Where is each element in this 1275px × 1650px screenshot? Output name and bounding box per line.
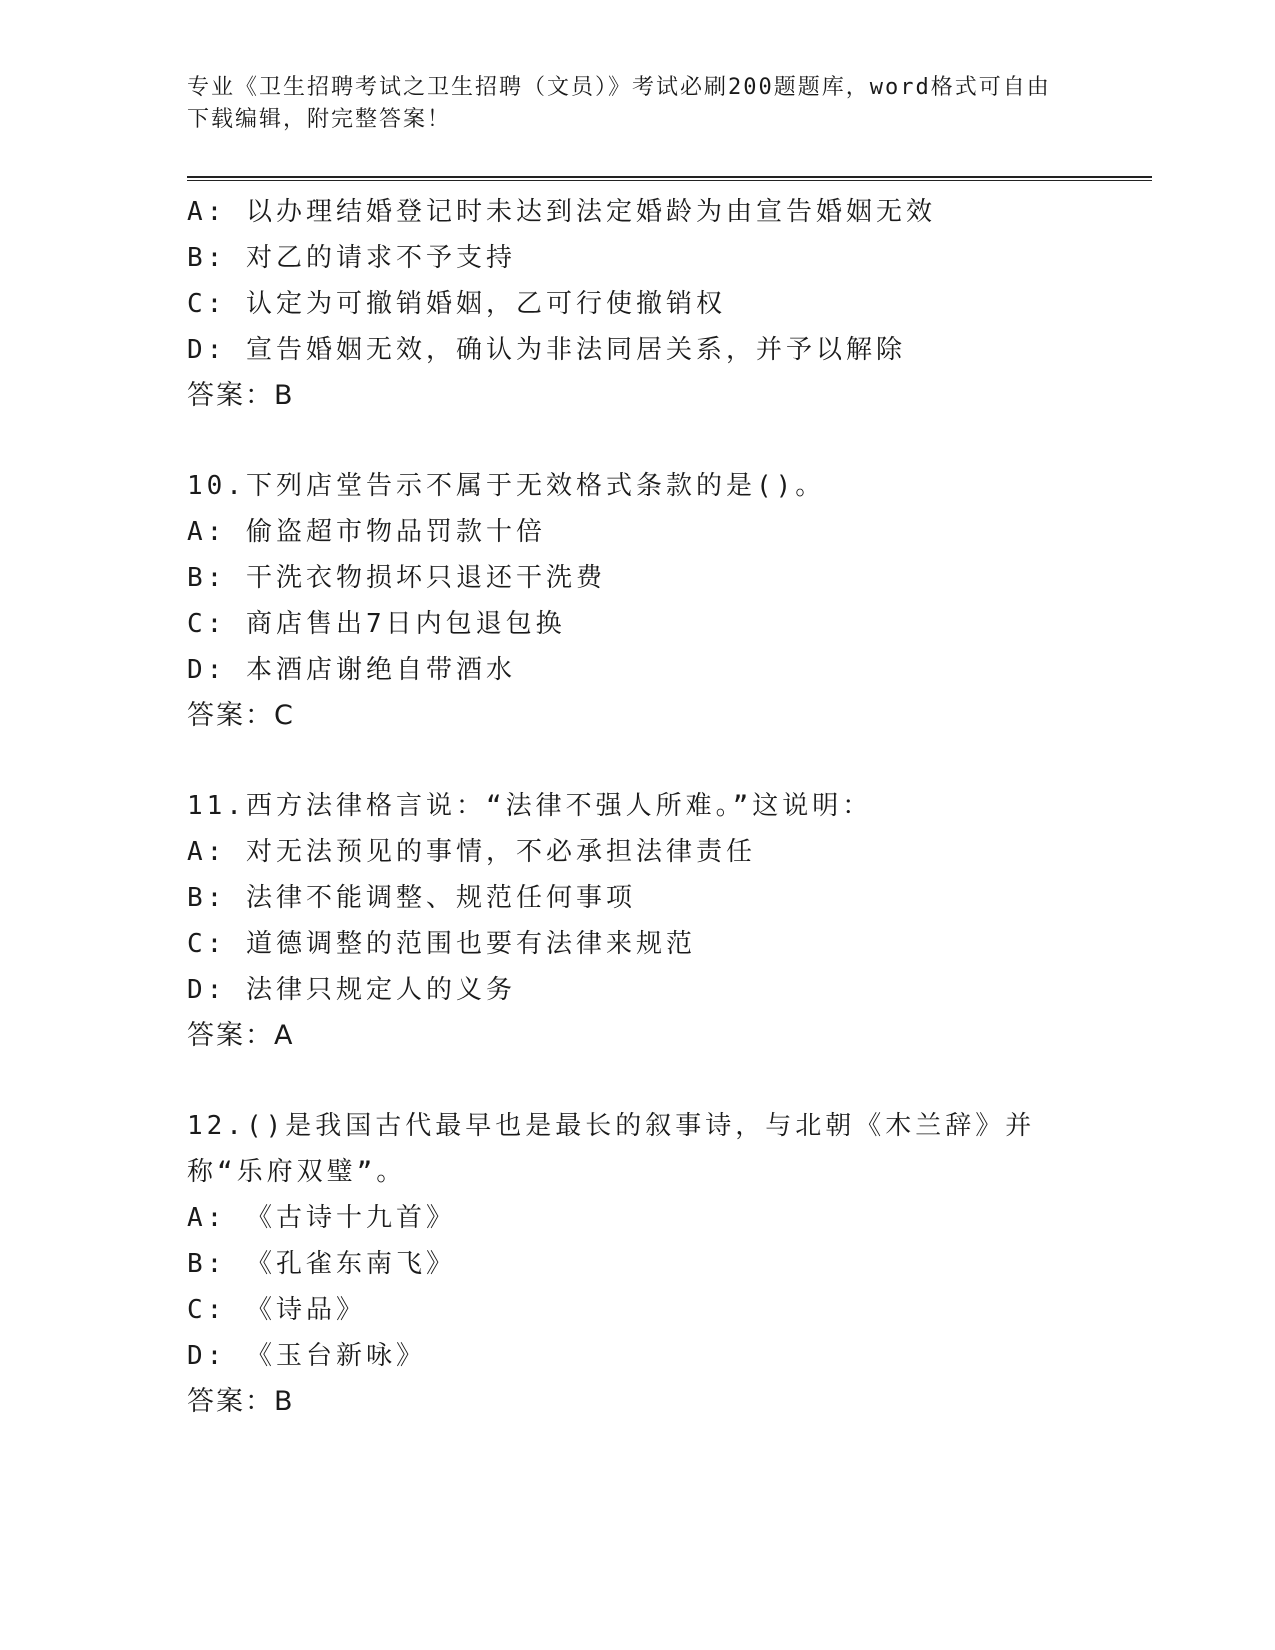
option-c: C: 《诗品》 xyxy=(187,1295,366,1325)
header-divider xyxy=(187,176,1152,182)
option-c: C: 道德调整的范围也要有法律来规范 xyxy=(187,929,696,959)
answer-line: 答案：C xyxy=(187,700,295,731)
option-c: C: 商店售出7日内包退包换 xyxy=(187,609,566,639)
answer-line: 答案：A xyxy=(187,1020,295,1051)
question-title: 10.下列店堂告示不属于无效格式条款的是()。 xyxy=(187,471,826,501)
option-b: B: 对乙的请求不予支持 xyxy=(187,243,516,273)
question-10 xyxy=(187,463,1077,739)
question-9 xyxy=(187,189,1077,419)
option-c: C: 认定为可撤销婚姻，乙可行使撤销权 xyxy=(187,289,726,319)
option-d: D: 《玉台新咏》 xyxy=(187,1341,426,1371)
question-11 xyxy=(187,783,1077,1059)
option-d: D: 法律只规定人的义务 xyxy=(187,975,516,1005)
option-b: B: 《孔雀东南飞》 xyxy=(187,1249,456,1279)
option-d: D: 宣告婚姻无效，确认为非法同居关系，并予以解除 xyxy=(187,335,906,365)
question-12 xyxy=(187,1103,1077,1425)
answer-line: 答案：B xyxy=(187,1386,295,1417)
option-a: A: 对无法预见的事情，不必承担法律责任 xyxy=(187,837,756,867)
option-d: D: 本酒店谢绝自带酒水 xyxy=(187,655,516,685)
option-b: B: 法律不能调整、规范任何事项 xyxy=(187,883,636,913)
question-list xyxy=(187,189,1077,1425)
option-a: A: 偷盗超市物品罚款十倍 xyxy=(187,517,546,547)
document-header: 专业《卫生招聘考试之卫生招聘（文员）》考试必刷200题题库，word格式可自由下载编辑，附完整答案！ xyxy=(187,75,1051,132)
question-title: 11.西方法律格言说：“法律不强人所难。”这说明： xyxy=(187,791,873,821)
divider-line-thick xyxy=(187,176,1152,178)
option-b: B: 干洗衣物损坏只退还干洗费 xyxy=(187,563,606,593)
option-a: A: 《古诗十九首》 xyxy=(187,1203,456,1233)
option-a: A: 以办理结婚登记时未达到法定婚龄为由宣告婚姻无效 xyxy=(187,197,936,227)
answer-line: 答案：B xyxy=(187,380,295,411)
divider-line-thin xyxy=(187,180,1152,181)
question-title: 12.()是我国古代最早也是最长的叙事诗，与北朝《木兰辞》并称“乐府双璧”。 xyxy=(187,1111,1036,1187)
